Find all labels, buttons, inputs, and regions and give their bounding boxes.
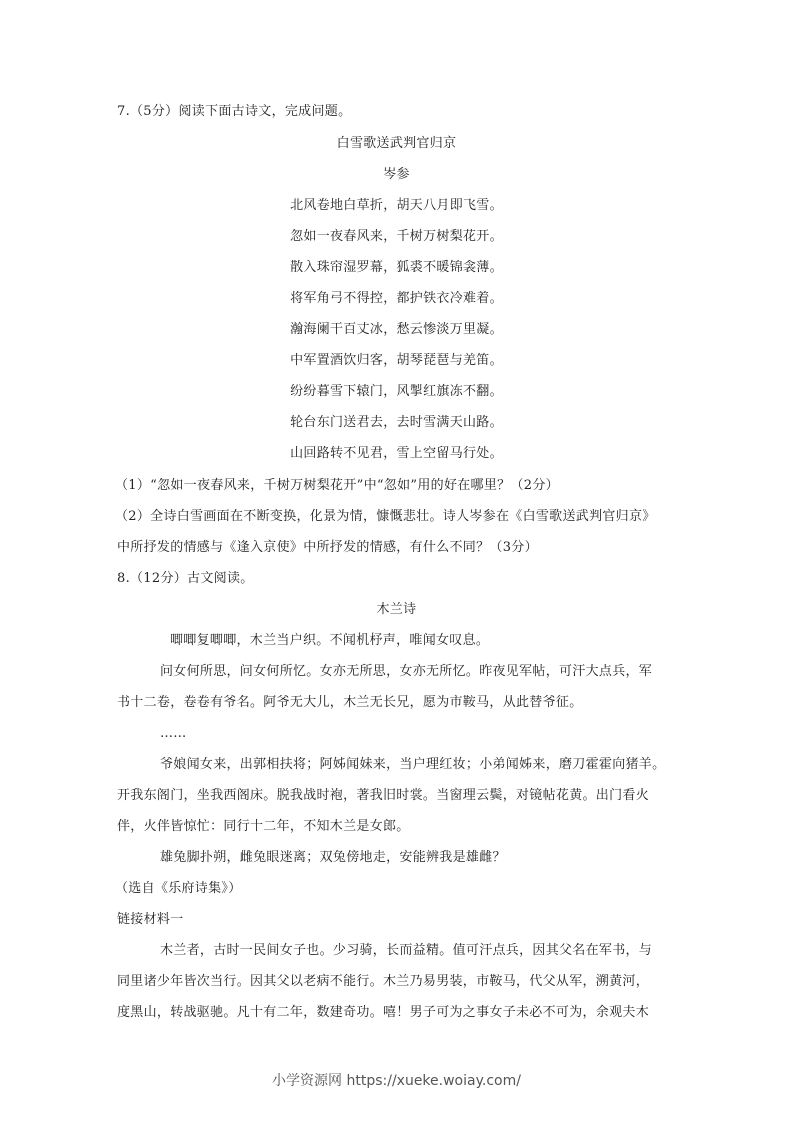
paragraph-1: 唧唧复唧唧，木兰当户织。不闻机杼声，唯闻女叹息。 xyxy=(170,633,490,648)
poem-line: 将军角弓不得控，都护铁衣冷难着。 xyxy=(290,291,503,306)
poem-line: 山回路转不见君，雪上空留马行处。 xyxy=(290,446,503,461)
sub-question-2-line-2: 中所抒发的情感与《逢入京使》中所抒发的情感，有什么不同？（3分） xyxy=(117,540,538,555)
footer-watermark: 小学资源网 https://xueke.woiay.com/ xyxy=(272,1073,521,1089)
link-material-line-1: 木兰者，古时一民间女子也。少习骑，长而益精。值可汗点兵，因其父名在军书，与 xyxy=(160,943,653,958)
paragraph-2-line-1: 问女何所思，问女何所忆。女亦无所思，女亦无所忆。昨夜见军帖，可汗大点兵，军 xyxy=(160,664,653,679)
paragraph-3-line-1: 爷娘闻女来，出郭相扶将；阿姊闻妹来，当户理红妆；小弟闻姊来，磨刀霍霍向猪羊。 xyxy=(160,757,666,772)
link-material-label: 链接材料一 xyxy=(117,912,184,927)
question-8-heading: 8.（12分）古文阅读。 xyxy=(117,571,254,586)
paragraph-4: 雄兔脚扑朔，雌兔眼迷离；双兔傍地走，安能辨我是雄雌？ xyxy=(160,850,506,865)
poem-title: 白雪歌送武判官归京 xyxy=(336,136,457,151)
link-material-line-2: 同里诸少年皆次当行。因其父以老病不能行。木兰乃易男装，市鞍马，代父从军，溯黄河， xyxy=(117,974,650,989)
paragraph-2-line-2: 书十二卷，卷卷有爷名。阿爷无大儿，木兰无长兄，愿为市鞍马，从此替爷征。 xyxy=(117,695,583,710)
text-title: 木兰诗 xyxy=(376,602,417,617)
sub-question-1: （1）“忽如一夜春风来，千树万树梨花开”中“忽如”用的好在哪里？（2分） xyxy=(115,478,559,493)
poem-line: 轮台东门送君去，去时雪满天山路。 xyxy=(290,415,503,430)
poem-author: 岑参 xyxy=(383,167,410,182)
ellipsis: …… xyxy=(160,726,187,741)
poem-line: 中军置酒饮归客，胡琴琵琶与羌笛。 xyxy=(290,353,503,368)
sub-question-2-line-1: （2）全诗白雪画面在不断变换，化景为情，慷慨悲壮。诗人岑参在《白雪歌送武判官归京》 xyxy=(115,509,656,524)
paragraph-3-line-3: 伴，火伴皆惊忙：同行十二年，不知木兰是女郎。 xyxy=(117,819,410,834)
poem-line: 忽如一夜春风来，千树万树梨花开。 xyxy=(290,229,503,244)
poem-line: 瀚海阑干百丈冰，愁云惨淡万里凝。 xyxy=(290,322,503,337)
link-material-line-3: 度黑山，转战驱驰。凡十有二年，数建奇功。嘻！男子可为之事女子未必不可为，余观夫木 xyxy=(117,1005,650,1020)
poem-line: 散入珠帘湿罗幕，狐裘不暖锦衾薄。 xyxy=(290,260,503,275)
question-7-heading: 7.（5分）阅读下面古诗文，完成问题。 xyxy=(117,104,352,119)
source-note: （选自《乐府诗集》） xyxy=(115,881,242,896)
poem-line: 北风卷地白草折，胡天八月即飞雪。 xyxy=(290,198,503,213)
poem-line: 纷纷暮雪下辕门，风掣红旗冻不翻。 xyxy=(290,384,503,399)
paragraph-3-line-2: 开我东阁门，坐我西阁床。脱我战时袍，著我旧时裳。当窗理云鬓，对镜帖花黄。出门看火 xyxy=(117,788,650,803)
